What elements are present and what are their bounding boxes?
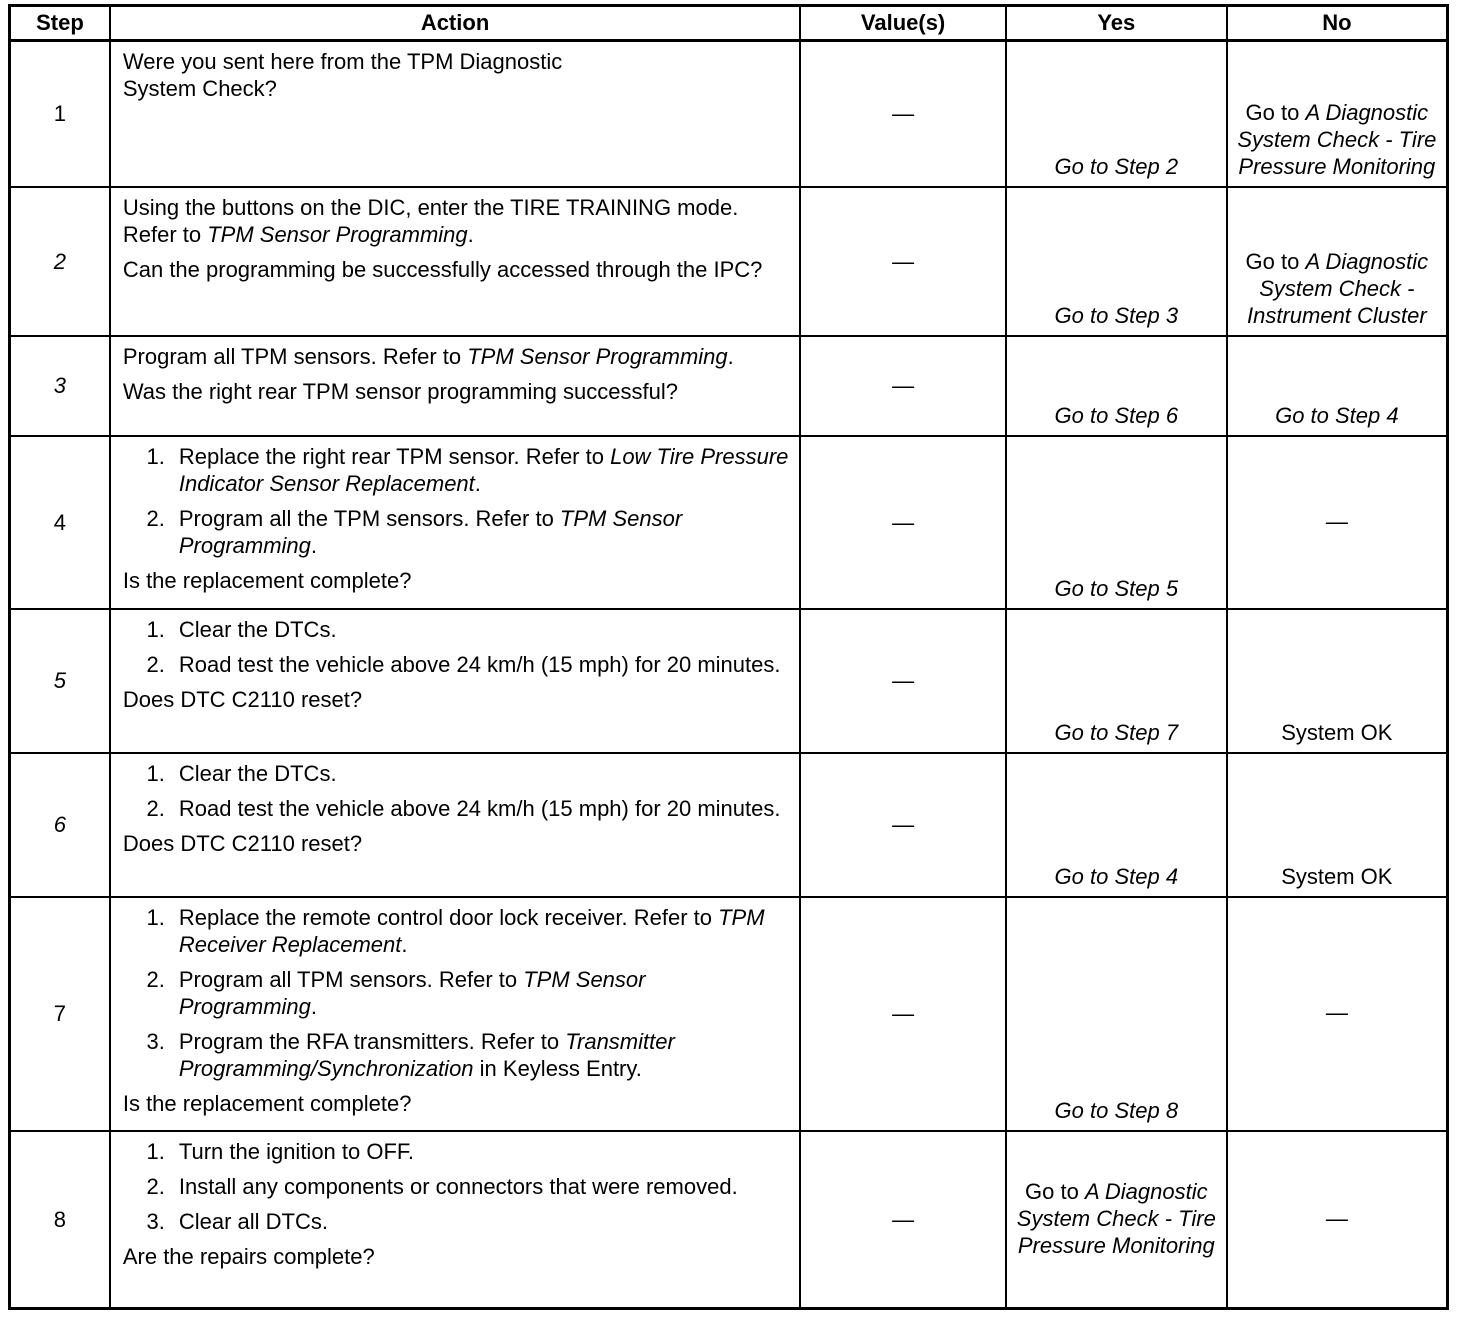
value-dash: — [892,1001,915,1026]
list-number: 3. [146,1208,165,1234]
no-result: System OK [1281,719,1393,745]
value-dash: — [892,1206,915,1232]
no-cell [1227,609,1448,753]
no-cell [1227,1131,1448,1309]
action-reference-link[interactable]: TPM Sensor Programming [207,221,468,247]
value-dash: — [892,812,915,837]
list-item [123,1028,789,1082]
no-cell [1227,436,1448,609]
step-number: 5 [10,609,110,753]
no-link[interactable]: A Diagnostic System Check - Instrument Cluster [1246,248,1429,328]
action-text: . [474,470,481,496]
no-link[interactable]: Go to Step 4 [1275,402,1399,428]
action-reference-link[interactable]: TPM Receiver Replacement [178,904,765,957]
action-reference-link[interactable]: TPM Sensor Programming [467,343,728,369]
table-row [10,897,1448,1131]
action-cell [110,753,800,897]
list-number: 2. [146,1173,165,1199]
action-cell [110,1131,800,1309]
yes-link[interactable]: Go to Step 5 [1054,575,1179,601]
action-text: Program all TPM sensors. Refer to [122,343,468,369]
table-row [10,187,1448,336]
no-dash: — [1325,1000,1348,1025]
no-prefix: Go to [1245,99,1306,125]
header-no: No [1227,6,1448,41]
yes-cell [1006,41,1227,187]
no-cell [1227,336,1448,436]
action-text: Clear all DTCs. [178,1208,328,1234]
table-row [10,753,1448,897]
header-values: Value(s) [800,6,1006,41]
action-text: Replace the right rear TPM sensor. Refer to [178,443,611,469]
table-row [10,41,1448,187]
step-number: 3 [10,336,110,436]
action-reference-link[interactable]: Low Tire Pressure Indicator Sensor Replacement [178,443,789,496]
value-cell [800,336,1006,436]
yes-cell [1006,609,1227,753]
list-number: 2. [146,795,165,821]
action-text: . [310,532,318,558]
list-number: 1. [146,760,165,786]
action-text: Clear the DTCs. [178,760,337,786]
action-question: Does DTC C2110 reset? [122,830,363,856]
action-text: Replace the remote control door lock receiver. Refer to [178,904,719,930]
action-cell [110,897,800,1131]
header-action: Action [110,6,800,41]
list-number: 1. [146,616,165,642]
list-item [123,760,789,787]
no-dash: — [1325,1205,1348,1231]
value-cell [800,609,1006,753]
step-number: 1 [10,41,110,187]
table-row [10,1131,1448,1309]
value-dash: — [892,248,915,274]
action-question: Was the right rear TPM sensor programming successful? [122,378,678,404]
value-cell [800,897,1006,1131]
action-question: Is the replacement complete? [122,567,412,593]
table-row [10,336,1448,436]
action-question: Can the programming be successfully accessed through the IPC? [122,256,763,282]
action-text: . [467,221,474,247]
list-number: 2. [146,505,165,531]
no-link[interactable]: A Diagnostic System Check - Tire Pressure Monitoring [1237,99,1437,179]
yes-link[interactable]: A Diagnostic System Check - Tire Pressure Monitoring [1016,1178,1216,1258]
action-cell [110,41,800,187]
no-cell [1227,187,1448,336]
step-number: 6 [10,753,110,897]
list-item [123,904,789,958]
list-item [123,505,789,559]
list-item [123,616,789,643]
action-text: . [727,343,734,369]
value-cell [800,436,1006,609]
action-text: Program all the TPM sensors. Refer to [178,505,560,531]
no-dash: — [1325,508,1348,534]
list-number: 3. [146,1028,165,1054]
step-number: 4 [10,436,110,609]
step-number: 8 [10,1131,110,1309]
action-text: Road test the vehicle above 24 km/h (15 mph) for 20 minutes. [178,795,781,821]
action-text: Turn the ignition to OFF. [178,1138,415,1164]
yes-prefix: Go to [1025,1178,1085,1204]
table-row [10,609,1448,753]
value-dash: — [892,101,915,127]
list-number: 1. [146,904,165,930]
action-text: Road test the vehicle above 24 km/h (15 mph) for 20 minutes. [178,651,781,677]
no-prefix: Go to [1245,248,1306,274]
yes-cell [1006,753,1227,897]
action-cell [110,187,800,336]
action-text: Program the RFA transmitters. Refer to [178,1028,566,1054]
list-number: 1. [146,1138,165,1164]
no-result: System OK [1281,863,1393,889]
action-text: Clear the DTCs. [178,616,337,642]
yes-cell [1006,336,1227,436]
yes-link[interactable]: Go to Step 4 [1054,863,1179,889]
yes-cell [1006,897,1227,1131]
action-reference-link[interactable]: Transmitter Programming/Synchronization [178,1028,675,1081]
action-cell [110,436,800,609]
yes-link[interactable]: Go to Step 2 [1054,153,1179,179]
yes-link[interactable]: Go to Step 6 [1054,402,1179,428]
table-row [10,436,1448,609]
list-number: 2. [146,651,165,677]
value-dash: — [892,373,915,398]
action-text: Program all TPM sensors. Refer to [178,966,524,992]
yes-link[interactable]: Go to Step 3 [1054,302,1179,328]
header-step: Step [10,6,110,41]
yes-link[interactable]: Go to Step 7 [1054,719,1179,745]
list-item [123,443,789,497]
list-item [123,966,789,1020]
action-text: Install any components or connectors that were removed. [178,1173,738,1199]
action-question: Does DTC C2110 reset? [122,686,363,712]
value-cell [800,1131,1006,1309]
action-question: Are the repairs complete? [122,1243,375,1269]
list-number: 1. [146,443,165,469]
table-header-row [10,6,1448,41]
action-text: . [401,931,408,957]
yes-cell [1006,187,1227,336]
step-number: 7 [10,897,110,1131]
list-item [123,1173,789,1200]
yes-cell [1006,436,1227,609]
value-cell [800,187,1006,336]
action-reference-link[interactable]: TPM Sensor Programming [178,505,683,558]
value-cell [800,41,1006,187]
list-item [123,1138,789,1165]
list-number: 2. [146,966,165,992]
step-number: 2 [10,187,110,336]
action-reference-link[interactable]: TPM Sensor Programming [178,966,646,1019]
list-item [123,651,789,678]
no-cell [1227,41,1448,187]
action-text: . [310,993,318,1019]
no-cell [1227,897,1448,1131]
list-item [123,795,789,822]
value-cell [800,753,1006,897]
action-cell [110,336,800,436]
list-item [123,1208,789,1235]
diagnostic-table [8,4,1449,1310]
action-text: Were you sent here from the TPM Diagnostic [122,49,563,74]
action-question: Is the replacement complete? [122,1090,412,1116]
value-dash: — [892,509,915,535]
action-text: System Check? [122,76,277,101]
action-text: in Keyless Entry. [473,1055,642,1081]
action-cell [110,609,800,753]
yes-cell [1006,1131,1227,1309]
value-dash: — [892,668,915,693]
header-yes: Yes [1006,6,1227,41]
no-cell [1227,753,1448,897]
yes-link[interactable]: Go to Step 8 [1054,1097,1179,1123]
action-text: Using the buttons on the DIC, enter the TIRE TRAINING mode. Refer to [122,194,739,247]
